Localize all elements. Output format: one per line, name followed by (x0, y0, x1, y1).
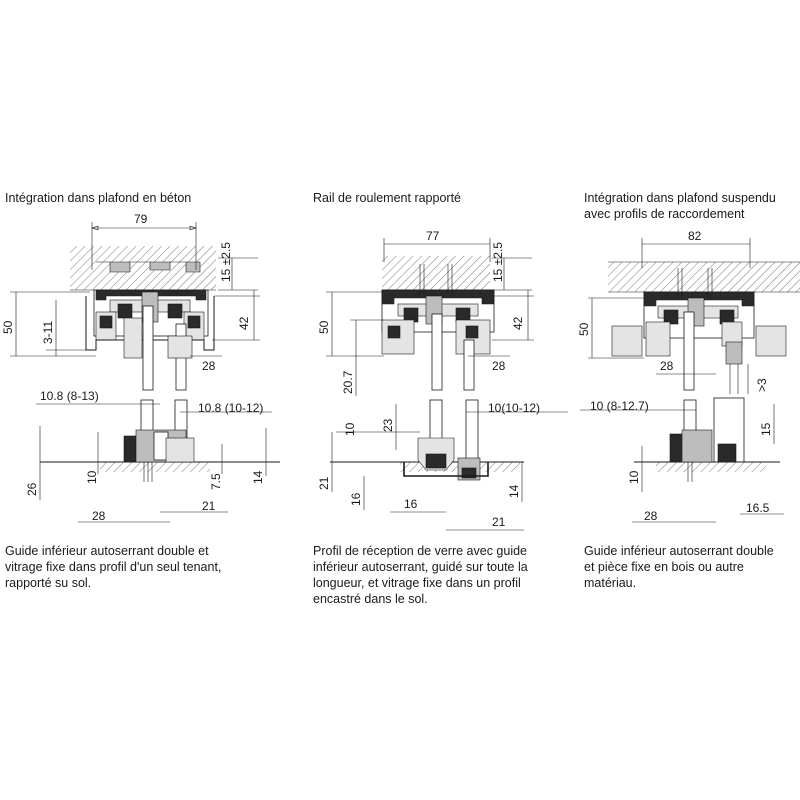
panel-title-line: avec profils de raccordement (584, 207, 745, 221)
dim-label-42: 42 (511, 316, 525, 330)
dim-label-glass-left: 10.8 (8-13) (40, 389, 99, 403)
panel-title-line: Rail de roulement rapporté (313, 191, 461, 205)
dim-label-tolerance: 15 ±2.5 (491, 242, 505, 282)
dim-label-28-bottom: 28 (644, 509, 658, 523)
dim-label-50: 50 (317, 320, 331, 334)
dimension-gap (748, 364, 769, 394)
panel-concrete-ceiling (0, 0, 270, 800)
dim-label-79: 79 (134, 212, 148, 226)
floor-guide (634, 398, 780, 482)
dim-label-21-v: 21 (317, 476, 331, 490)
dim-label-glass-left: 10 (8-12.7) (590, 399, 649, 413)
dim-label-10: 10 (85, 470, 99, 484)
dim-label-14: 14 (251, 470, 265, 484)
dim-label-21: 21 (202, 499, 216, 513)
dimension-50 (317, 292, 384, 356)
dim-label-82: 82 (688, 229, 702, 243)
dim-label-26: 26 (25, 482, 39, 496)
dimension-tolerance (491, 242, 532, 290)
dim-label-3-11: 3-11 (41, 320, 55, 344)
dim-label-42: 42 (237, 316, 251, 330)
dim-label-28-bottom: 28 (92, 509, 106, 523)
panel-rail-applied (270, 0, 570, 800)
dimension-42 (212, 290, 260, 340)
dimension-20-7 (341, 320, 384, 396)
dim-label-16-5: 16.5 (746, 501, 770, 515)
dim-label-23: 23 (381, 418, 395, 432)
panel-title-line: Intégration dans plafond suspendu (584, 191, 776, 205)
panel-caption: Guide inférieur autoserrant double et pièce fixe en bois ou autre matériau. (584, 544, 774, 590)
dim-label-10: 10 (343, 422, 357, 436)
section-drawing-suspended-ceiling (570, 0, 800, 540)
dim-label-16-h: 16 (404, 497, 418, 511)
panel-title-line: Intégration dans plafond en béton (5, 191, 192, 205)
dim-label-15: 15 (759, 422, 773, 436)
dim-label-77: 77 (426, 229, 440, 243)
dim-label-28: 28 (660, 359, 674, 373)
dim-label-tolerance: 15 ±2.5 (219, 242, 233, 282)
dim-label-50: 50 (577, 322, 591, 336)
dimension-tolerance (218, 242, 258, 290)
section-drawing-rail-applied (270, 0, 570, 540)
dimension-42 (492, 290, 534, 340)
dim-label-21-h: 21 (492, 515, 506, 529)
dim-label-20-7: 20.7 (341, 370, 355, 394)
dim-label-28: 28 (492, 359, 506, 373)
dimension-28-top (190, 356, 222, 373)
dim-label-28: 28 (202, 359, 216, 373)
dim-label-glass-right: 10.8 (10-12) (198, 401, 264, 415)
ceiling-hatch (608, 262, 800, 292)
dim-label-10: 10 (627, 470, 641, 484)
dim-label-16-v: 16 (349, 492, 363, 506)
dim-label-gap: >3 (755, 378, 769, 392)
dim-label-glass-right: 10(10-12) (488, 401, 541, 415)
panel-suspended-ceiling (570, 0, 800, 800)
dim-label-50: 50 (1, 320, 15, 334)
dimension-range (41, 300, 96, 356)
section-drawing-concrete-ceiling (0, 0, 270, 540)
dim-label-14: 14 (507, 484, 521, 498)
ceiling-hatch (382, 256, 490, 290)
panel-caption: Profil de réception de verre avec guide inférieur autoserrant, guidé sur toute la longueur, et vitrage fixe dans un profil encastré dans le sol. (313, 544, 528, 606)
panel-caption: Guide inférieur autoserrant double et vitrage fixe dans profil d'un seul tenant, rapporté su sol. (5, 544, 222, 590)
dim-label-7-5: 7.5 (209, 473, 223, 490)
